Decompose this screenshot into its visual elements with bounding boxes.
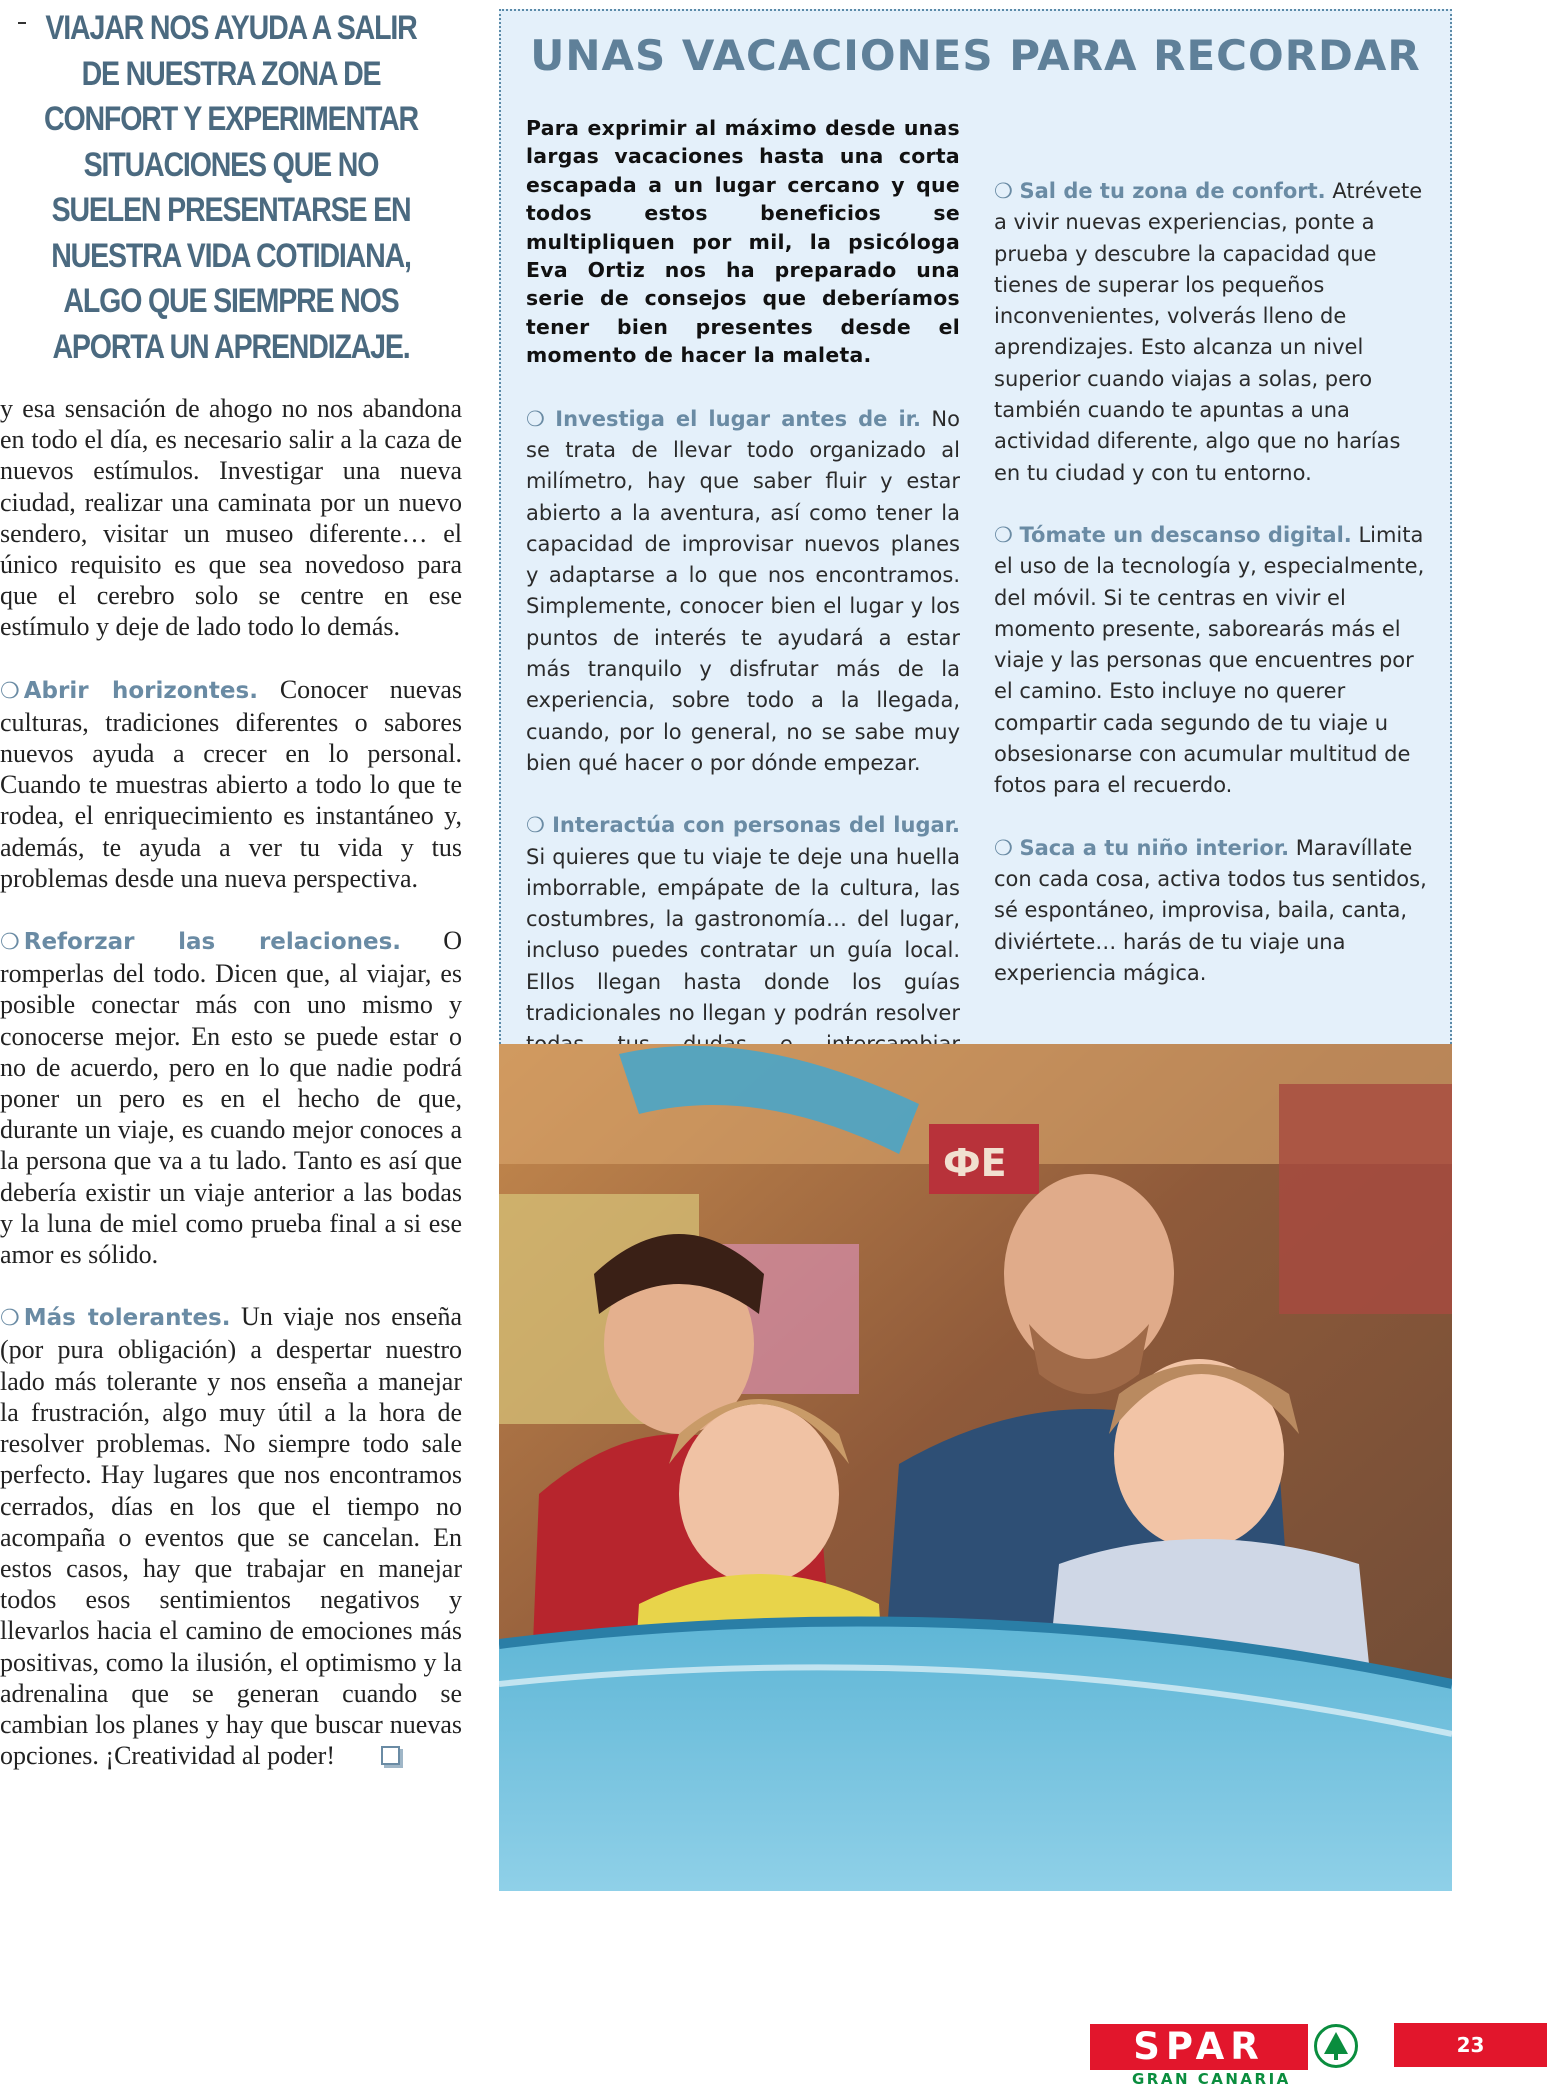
box-title: UNAS VACACIONES PARA RECORDAR [530,31,1421,80]
tip-digital-break [994,520,1431,802]
section-tolerance [0,1301,462,1771]
tip-inner-child [994,833,1431,989]
section-heading: Más tolerantes. [23,1305,231,1332]
tip-text: No se trata de llevar todo organizado al milímetro, hay que saber fluir y estar abierto a la aventura, así como tener la capacidad de improvisar nuevos planes y adaptarse a lo que nos encontramos. Simplemente, conocer bien el lugar y los puntos de interés te ayudará a estar más tranquilo y disfrutar más de la experiencia, sobre todo a la llegada, cuando, por lo general, no se sabe muy bien qué hacer o por dónde empezar. [526,406,960,775]
section-text: Un viaje nos enseña (por pura obligación) a despertar nuestro lado más tolerante y nos enseña a manejar la frustración, algo muy útil a la hora de resolver problemas. No siempre todo sale perfecto. Hay lugares que nos encontramos cerrados, días en los que el tiempo no acompaña o eventos que se cancelan. En estos casos, hay que trabajar en manejar todos esos sentimientos negativos y llevarlos hacia el camino de emociones más positivas, como la ilusión, el optimismo y la adrenalina que se generan cuando se cambian los planes y hay que buscar nuevas opciones. ¡Creatividad al poder! [0,1302,462,1771]
paragraph: y esa sensación de ahogo no nos abandona en todo el día, es necesario salir a la caza de nuevos estímulos. Investigar una nueva ciudad, realizar una caminata por un nuevo sendero, visitar un museo diferente… el único requisito es que sea novedoso para que el cerebro solo se centre en ese estímulo y deje de lado todo lo demás. [0,394,462,642]
circle-bullet-icon: ❍ [0,678,20,704]
box-intro: Para exprimir al máximo desde unas largas vacaciones hasta una corta escapada a un lugar cercano y que todos estos beneficios se multipliquen por mil, la psicóloga Eva Ortiz nos ha preparado una serie de consejos que deberíamos tener bien presentes desde el momento de hacer la maleta. [526,116,960,368]
circle-bullet-icon: ❍ [526,406,545,431]
spar-brand-text: SPAR [1133,2025,1265,2068]
circle-bullet-icon: ❍ [994,179,1013,203]
left-body-text [0,393,462,1802]
section-text: Conocer nuevas culturas, tradiciones diferentes o sabores nuevos ayuda a crecer en lo personal. Cuando te muestras abierto a todo lo que te rodea, el enriquecimiento es instantáneo y, además, te ayuda a ver tu vida y tus problemas desde una nueva perspectiva. [0,674,463,893]
section-heading: Abrir horizontes. [23,677,258,704]
tip-heading: Investiga el lugar antes de ir. [555,406,922,431]
tip-heading: Sal de tu zona de confort. [1019,179,1326,203]
tip-text: Maravíllate con cada cosa, activa todos tus sentidos, sé espontáneo, improvisa, baila, canta, diviértete… harás de tu viaje una experiencia mágica. [994,835,1427,985]
tip-heading: Interactúa con personas del lugar. [552,813,960,838]
section-heading: Reforzar las relaciones. [23,929,402,956]
tip-research [526,404,960,780]
spar-logo-block [1090,2024,1308,2070]
spar-logo [1090,2024,1362,2086]
end-of-article-icon [381,1746,400,1765]
section-text: O romperlas del todo. Dicen que, al viajar, es posible conectar más con uno mismo y conocerse mejor. En esto se puede estar o no de acuerdo, pero en lo que nadie podrá poner un pero es en el hecho de que, durante un viaje, es cuando mejor conoces a la persona que va a tu lado. Tanto es así que debería existir un viaje anterior a las bodas y la luna de miel como prueba final a si ese amor es sólido. [0,926,462,1270]
girl-left-face [679,1404,839,1584]
section-relationships [0,925,462,1270]
tips-box [499,9,1452,1044]
box-column-2 [994,114,1431,1020]
tip-text: Limita el uso de la tecnología y, especialmente, del móvil. Si te centras en vivir el momento presente, saborearás más el viaje y las personas que encuentres por el camino. Esto incluye no querer compartir cada segundo de tu viaje u obsesionarse con acumular multitud de fotos para el recuerdo. [994,522,1425,798]
box-column-1 [526,114,960,1123]
tip-text: Atrévete a vivir nuevas experiencias, ponte a prueba y descubre la capacidad que tienes de superar los pequeños inconvenientes, volverás lleno de aprendizajes. Esto alcanza un nivel superior cuando viajas a solas, pero también cuando te apuntas a una actividad diferente, algo que no harías en tu ciudad y con tu entorno. [994,179,1423,485]
tip-comfort-zone [994,176,1431,489]
tip-heading: Tómate un descanso digital. [1019,522,1352,547]
pull-quote: VIAJAR NOS AYUDA A SALIR DE NUESTRA ZONA DE CONFORT Y EXPERIMENTAR SITUACIONES QUE NO SUELEN PRESENTARSE EN NUESTRA VIDA COTIDIANA, ALGO QUE SIEMPRE NOS APORTA UN APRENDIZAJE. [43,9,419,366]
family-ride-photo [499,1044,1452,1891]
circle-bullet-icon: ❍ [0,930,20,956]
circle-bullet-icon: ❍ [994,522,1013,547]
circle-bullet-icon: ❍ [994,835,1013,860]
section-open-horizons [0,674,462,894]
left-column [0,0,462,1905]
tip-heading: Saca a tu niño interior. [1019,835,1290,860]
tip-text: Si quieres que tu viaje te deje una huella imborrable, empápate de la cultura, las costumbres, la gastronomía… del lugar, incluso puedes contratar un guía local. Ellos llegan hasta donde los guías tradicionales no llegan y podrán resolver [526,844,960,1025]
spar-region-text: GRAN CANARIA [1132,2070,1291,2088]
page-number: 23 [1394,2023,1547,2067]
spar-tree-icon [1314,2024,1358,2068]
kiosk-sign-text: ФЕ [943,1141,1007,1185]
circle-bullet-icon: ❍ [526,813,545,838]
circle-bullet-icon: ❍ [0,1306,20,1332]
man-face [1004,1174,1174,1374]
